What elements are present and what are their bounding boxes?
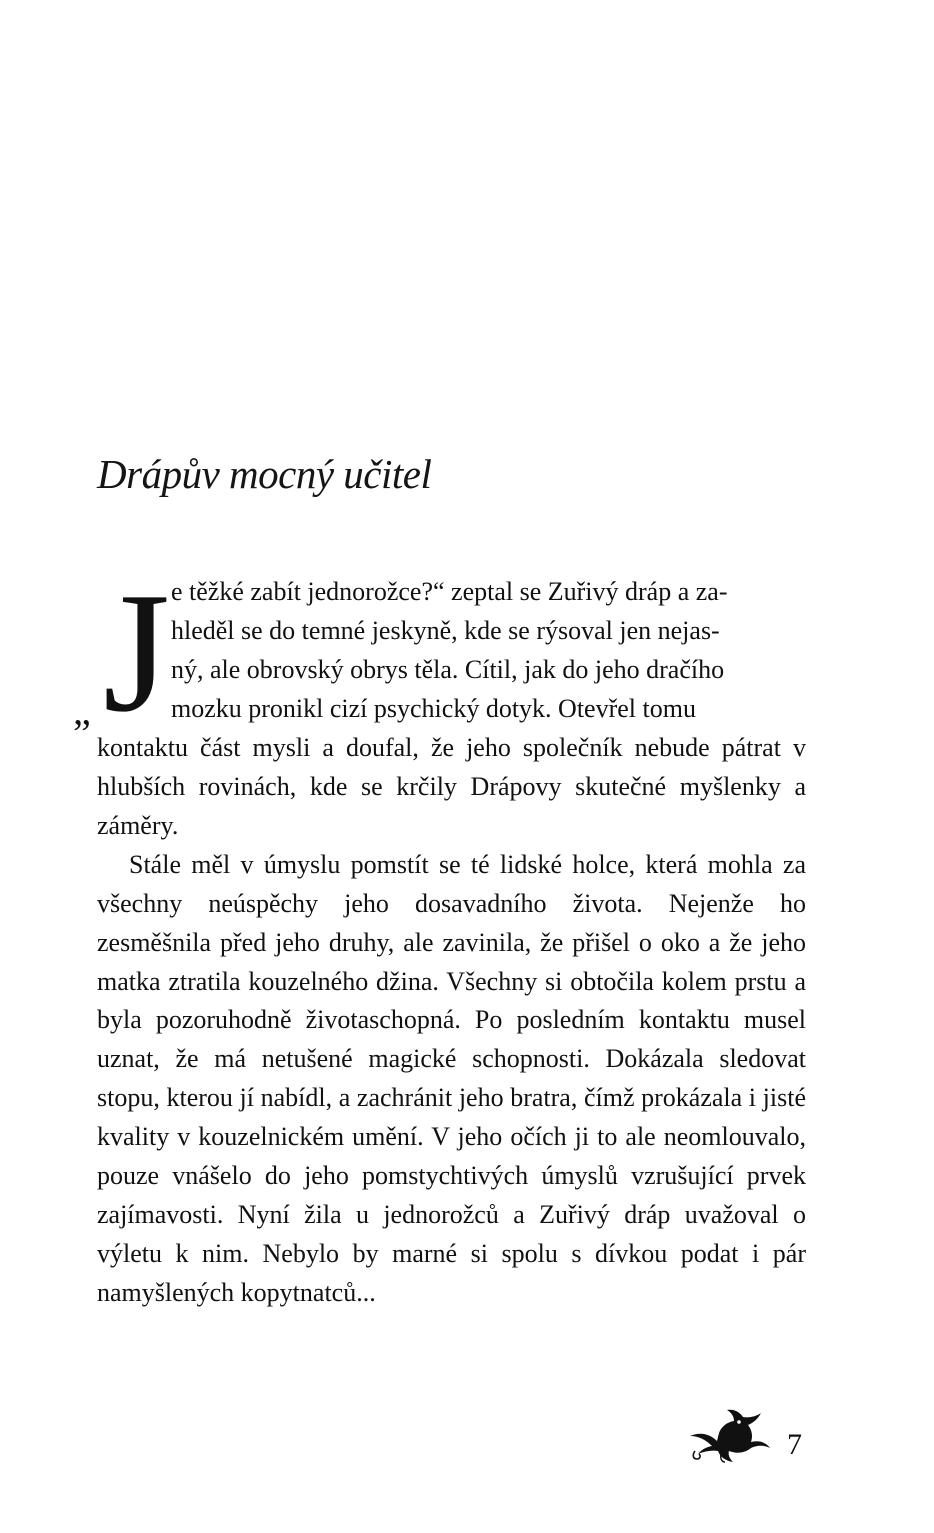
drop-cap: J (103, 558, 170, 748)
dragon-icon (687, 1407, 773, 1465)
opening-line-2: hleděl se do temné jeskyně, kde se rýsoval jen nejas- (171, 615, 720, 645)
opening-line-1: e těžké zabít jednorožce?“ zeptal se Zuřivý dráp a za- (171, 577, 728, 606)
body-text (73, 558, 806, 1313)
chapter-title: Drápův mocný učitel (97, 451, 432, 497)
opening-line-4: mozku pronikl cizí psychický dotyk. Otevřel tomu (171, 693, 696, 723)
opening-paragraph (73, 558, 806, 846)
opening-line-3: ný, ale obrovský obrys těla. Cítil, jak do jeho dračího (171, 654, 725, 684)
paragraph: Stále měl v úmyslu pomstít se té lidské holce, která mohla za všechny neúspěchy jeho dosavadního života. Nejenže ho zesměšnila před jeho druhy, ale zavinila, že přišel o oko a že jeho matka ztratila kouzelného džina. Všechny si obtočila kolem prstu a byla pozoruhodně životaschopná. Po posledním kontaktu musel uznat, že má netušené magické schopnosti. Dokázala sledovat stopu, kterou jí nabídl, a zachránit jeho bratra, čímž prokázala i jisté kvality v kouzelnickém umění. V jeho očích ji to ale neomlouvalo, pouze vnášelo do jeho pomstychtivých úmyslů vzrušující prvek zajímavosti. Nyní žila u jednorožců a Zuřivý dráp uvažoval o výletu k nim. Nebylo by marné si spolu s dívkou podat i pár namyšlených kopytnatců... (97, 849, 806, 1308)
page-number: 7 (787, 1428, 802, 1461)
opening-quote-mark: „ (73, 688, 91, 733)
opening-paragraph-rest: kontaktu část mysli a doufal, že jeho společník nebude pátrat v hlubších rovinách, kde se krčily Drápovy skutečné myšlenky a záměry. (97, 732, 806, 840)
